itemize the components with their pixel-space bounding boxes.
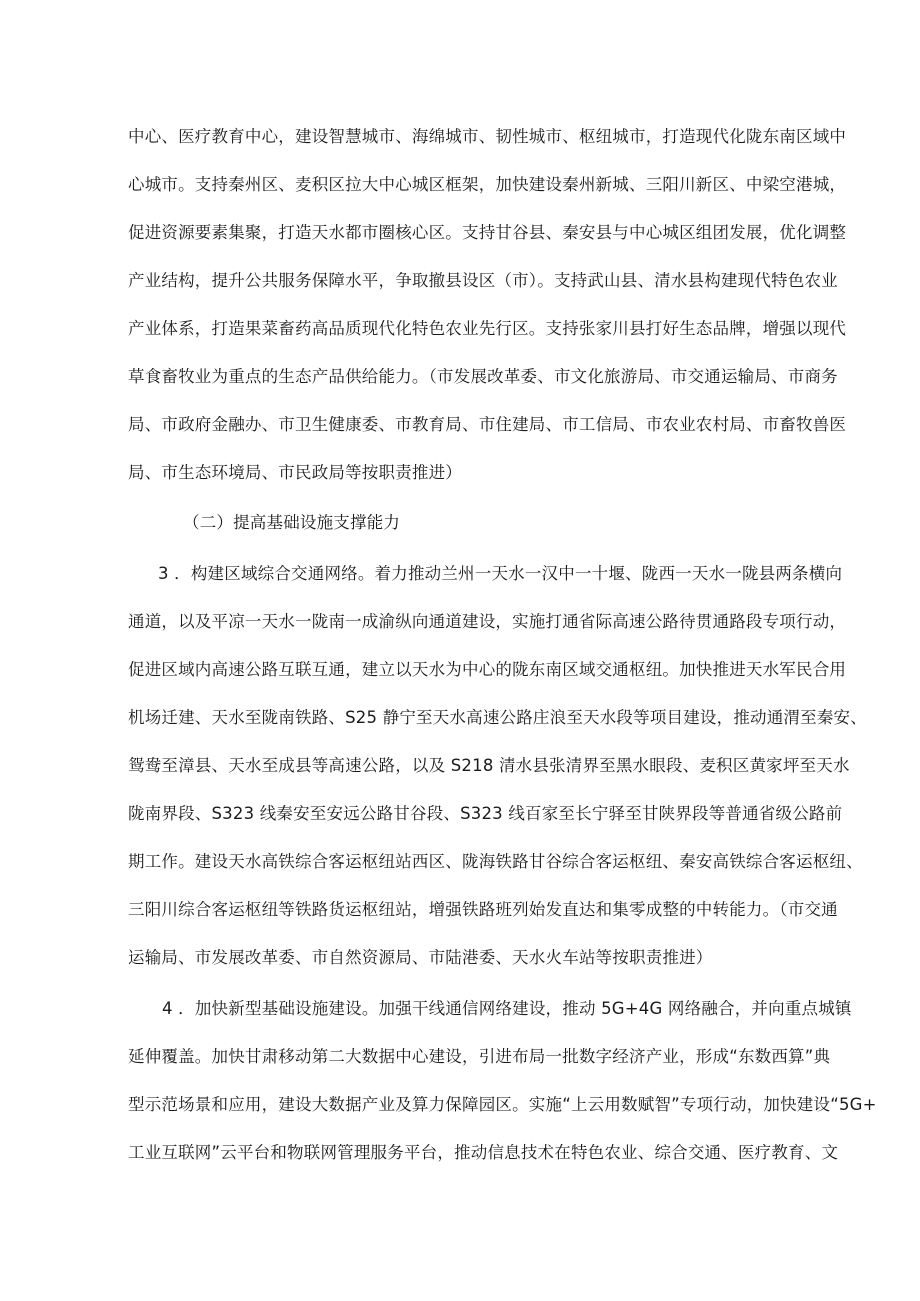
text-line: 促进区域内高速公路互联互通，建立以天水为中心的陇东南区域交通枢纽。加快推进天水军民合用 bbox=[128, 660, 847, 679]
text-line: 促进资源要素集聚，打造天水都市圈核心区。支持甘谷县、秦安县与中心城区组团发展，优化调整 bbox=[128, 223, 847, 242]
text-line: 中心、医疗教育中心，建设智慧城市、海绵城市、韧性城市、枢纽城市，打造现代化陇东南区域中 bbox=[128, 127, 847, 146]
text-line: 鸳鸯至漳县、天水至成县等高速公路，以及 S218 清水县张清界至黑水眼段、麦积区黄家坪至天水 bbox=[128, 756, 850, 775]
text-line: 工业互联网”云平台和物联网管理服务平台，推动信息技术在特色农业、综合交通、医疗教育、文 bbox=[128, 1143, 839, 1162]
text-line: 局、市生态环境局、市民政局等按职责推进） bbox=[128, 463, 462, 482]
text-line: 3 ．构建区域综合交通网络。着力推动兰州一天水一汉中一十堰、陇西一天水一陇县两条横向 bbox=[158, 564, 843, 583]
text-line: 延伸覆盖。加快甘肃移动第二大数据中心建设，引进布局一批数字经济产业，形成“东数西算”典 bbox=[128, 1047, 831, 1066]
text-line: 草食畜牧业为重点的生态产品供给能力。（市发展改革委、市文化旅游局、市交通运输局、市商务 bbox=[128, 367, 838, 386]
text-line: 通道，以及平凉一天水一陇南一成渝纵向通道建设，实施打通省际高速公路待贯通路段专项行动， bbox=[128, 612, 847, 631]
text-line: 运输局、市发展改革委、市自然资源局、市陆港委、天水火车站等按职责推进） bbox=[128, 948, 713, 967]
text-line: 机场迁建、天水至陇南铁路、S25 静宁至天水高速公路庄浪至天水段等项目建设，推动通渭至秦安、 bbox=[128, 708, 867, 727]
text-line: 4 ．加快新型基础设施建设。加强干线通信网络建设，推动 5G+4G 网络融合，并向重点城镇 bbox=[162, 999, 852, 1018]
text-line: 期工作。建设天水高铁综合客运枢纽站西区、陇海铁路甘谷综合客运枢纽、秦安高铁综合客运枢纽、 bbox=[128, 852, 863, 871]
text-line: 产业体系，打造果菜畜药高品质现代化特色农业先行区。支持张家川县打好生态品牌，增强以现代 bbox=[128, 319, 847, 338]
text-line: 三阳川综合客运枢纽等铁路货运枢纽站，增强铁路班列始发直达和集零成整的中转能力。（市交通 bbox=[128, 900, 838, 919]
text-line: 产业结构，提升公共服务保障水平，争取撤县设区（市）。支持武山县、清水县构建现代特色农业 bbox=[128, 271, 838, 290]
text-line: 陇南界段、S323 线秦安至安远公路甘谷段、S323 线百家至长宁驿至甘陕界段等普通省级公路前 bbox=[128, 804, 843, 823]
text-line: 心城市。支持秦州区、麦积区拉大中心城区框架，加快建设秦州新城、三阳川新区、中梁空港城， bbox=[128, 175, 847, 194]
text-line: 型示范场景和应用，建设大数据产业及算力保障园区。实施“上云用数赋智”专项行动，加快建设“5G+ bbox=[128, 1095, 877, 1114]
section-heading: （二）提高基础设施支撑能力 bbox=[183, 513, 401, 532]
text-line: 局、市政府金融办、市卫生健康委、市教育局、市住建局、市工信局、市农业农村局、市畜牧兽医 bbox=[128, 415, 847, 434]
